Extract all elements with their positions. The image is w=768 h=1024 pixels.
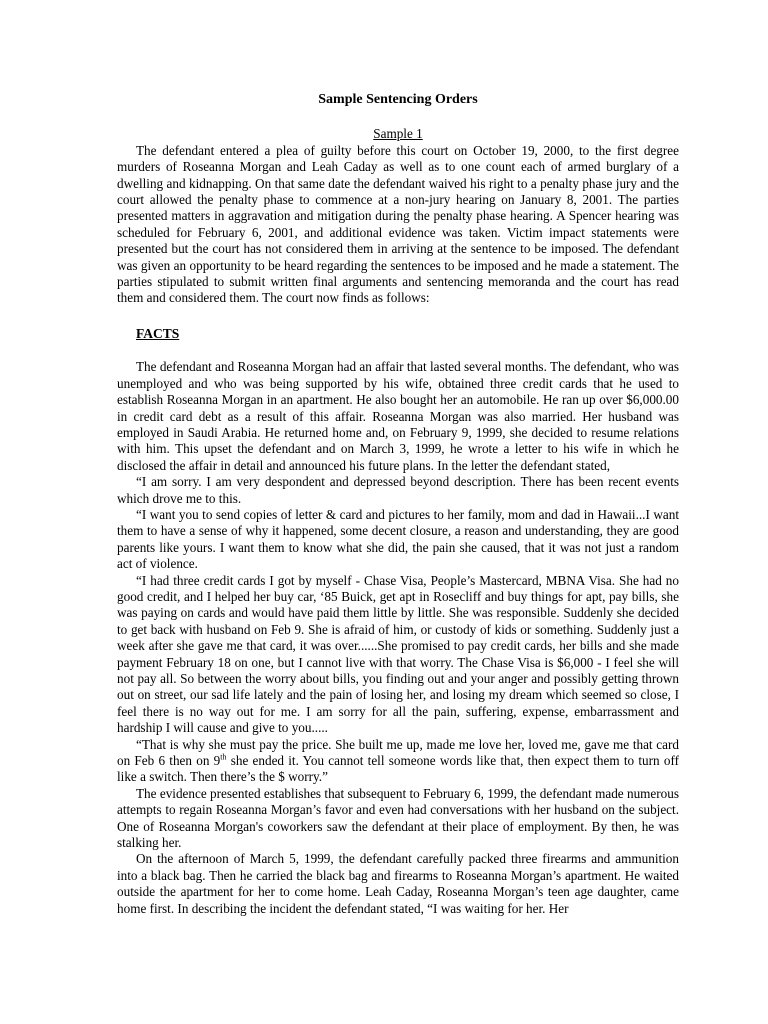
march-paragraph: On the afternoon of March 5, 1999, the defendant carefully packed three firearms and ammunition into a black bag. Then he carried the black bag and firearms to Roseanna Morgan’s apartment. He waited outside the apartment for her to come home. Leah Caday, Roseanna Morgan’s teen age daughter, came home first. In describing the incident the defendant stated, “I was waiting for her. Her: [117, 851, 679, 916]
facts-paragraph: The defendant and Roseanna Morgan had an affair that lasted several months. The defendant, who was unemployed and who was being supported by his wife, obtained three credit cards that he used to establish Roseanna Morgan in an apartment. He also bought her an automobile. He ran up over $6,000.00 in credit card debt as a result of this affair. Roseanna Morgan was also married. Her husband was employed in Saudi Arabia. He returned home and, on February 9, 1999, she decided to resume relations with him. This upset the defendant and on March 3, 1999, he wrote a letter to his wife in which he disclosed the affair in detail and announced his future plans. In the letter the defendant stated,: [117, 359, 679, 473]
ordinal-suffix: th: [220, 752, 227, 762]
facts-heading: FACTS: [136, 325, 180, 341]
letter-quote-2: “I want you to send copies of letter & card and pictures to her family, mom and dad in Hawaii...I want them to have a sense of why it happened, some decent closure, a reason and understanding, they are good parents like yours. I want them to know what she did, the pain she caused, that it was not just a random act of violence.: [117, 506, 679, 572]
quote-4-text-a: “That is why she must pay the price. She built me up, made me love her, loved me, gave me that card on Feb 6 then on 9: [117, 736, 679, 769]
quote-4-text-b: she ended it. You cannot tell someone words like that, then expect them to turn off like a switch. Then there’s the $ worry.”: [117, 753, 679, 785]
letter-quote-3: “I had three credit cards I got by myself - Chase Visa, People’s Mastercard, MBNA Visa. She had no good credit, and I helped her buy car, ‘85 Buick, get apt in Rosecliff and buy things for apt, pay bills, she was paying on cards and would have paid them little by little. She was responsible. Suddenly she decided to get back with husband on Feb 9. She is afraid of him, or custody of kids or something. Suddenly just a week after she gave me that card, it was over......She promised to pay credit cards, her bills and she made payment February 18 on one, but I cannot live with that worry. The Chase Visa is $6,000 - I feel she will not pay all. So between the worry about bills, you finding out and your anger and possibly getting thrown out on street, our sad life lately and the pain of losing her, and losing my dream which seemed so close, I feel there is no way out for me. I am sorry for all the pain, suffering, expense, embarrassment and hardship I will cause and give to you.....: [117, 572, 679, 736]
intro-paragraph: The defendant entered a plea of guilty before this court on October 19, 2000, to the first degree murders of Roseanna Morgan and Leah Caday as well as to one count each of armed burglary of a dwelling and kidnapping. On that same date the defendant waived his right to a penalty phase jury and the court allowed the penalty phase to commence at a non-jury hearing on January 8, 2001. The parties presented matters in aggravation and mitigation during the penalty phase hearing. A Spencer hearing was scheduled for February 6, 2001, and additional evidence was taken. Victim impact statements were presented but the court has not considered them in arriving at the sentence to be imposed. The defendant was given an opportunity to be heard regarding the sentences to be imposed and he made a statement. The parties stipulated to submit written final arguments and sentencing memoranda and the court has read them and considered them. The court now finds as follows:: [117, 142, 679, 306]
document-body: [117, 92, 679, 917]
page-title: Sample Sentencing Orders: [318, 92, 478, 107]
letter-quote-4: [117, 737, 679, 786]
evidence-paragraph: The evidence presented establishes that subsequent to February 6, 1999, the defendant made numerous attempts to regain Roseanna Morgan’s favor and even had conversations with her husband on the subject. One of Roseanna Morgan's coworkers saw the defendant at their place of employment. By then, he was stalking her.: [117, 785, 679, 851]
sample-heading: Sample 1: [373, 126, 423, 142]
letter-quote-1: “I am sorry. I am very despondent and depressed beyond description. There has been recent events which drove me to this.: [117, 474, 679, 506]
